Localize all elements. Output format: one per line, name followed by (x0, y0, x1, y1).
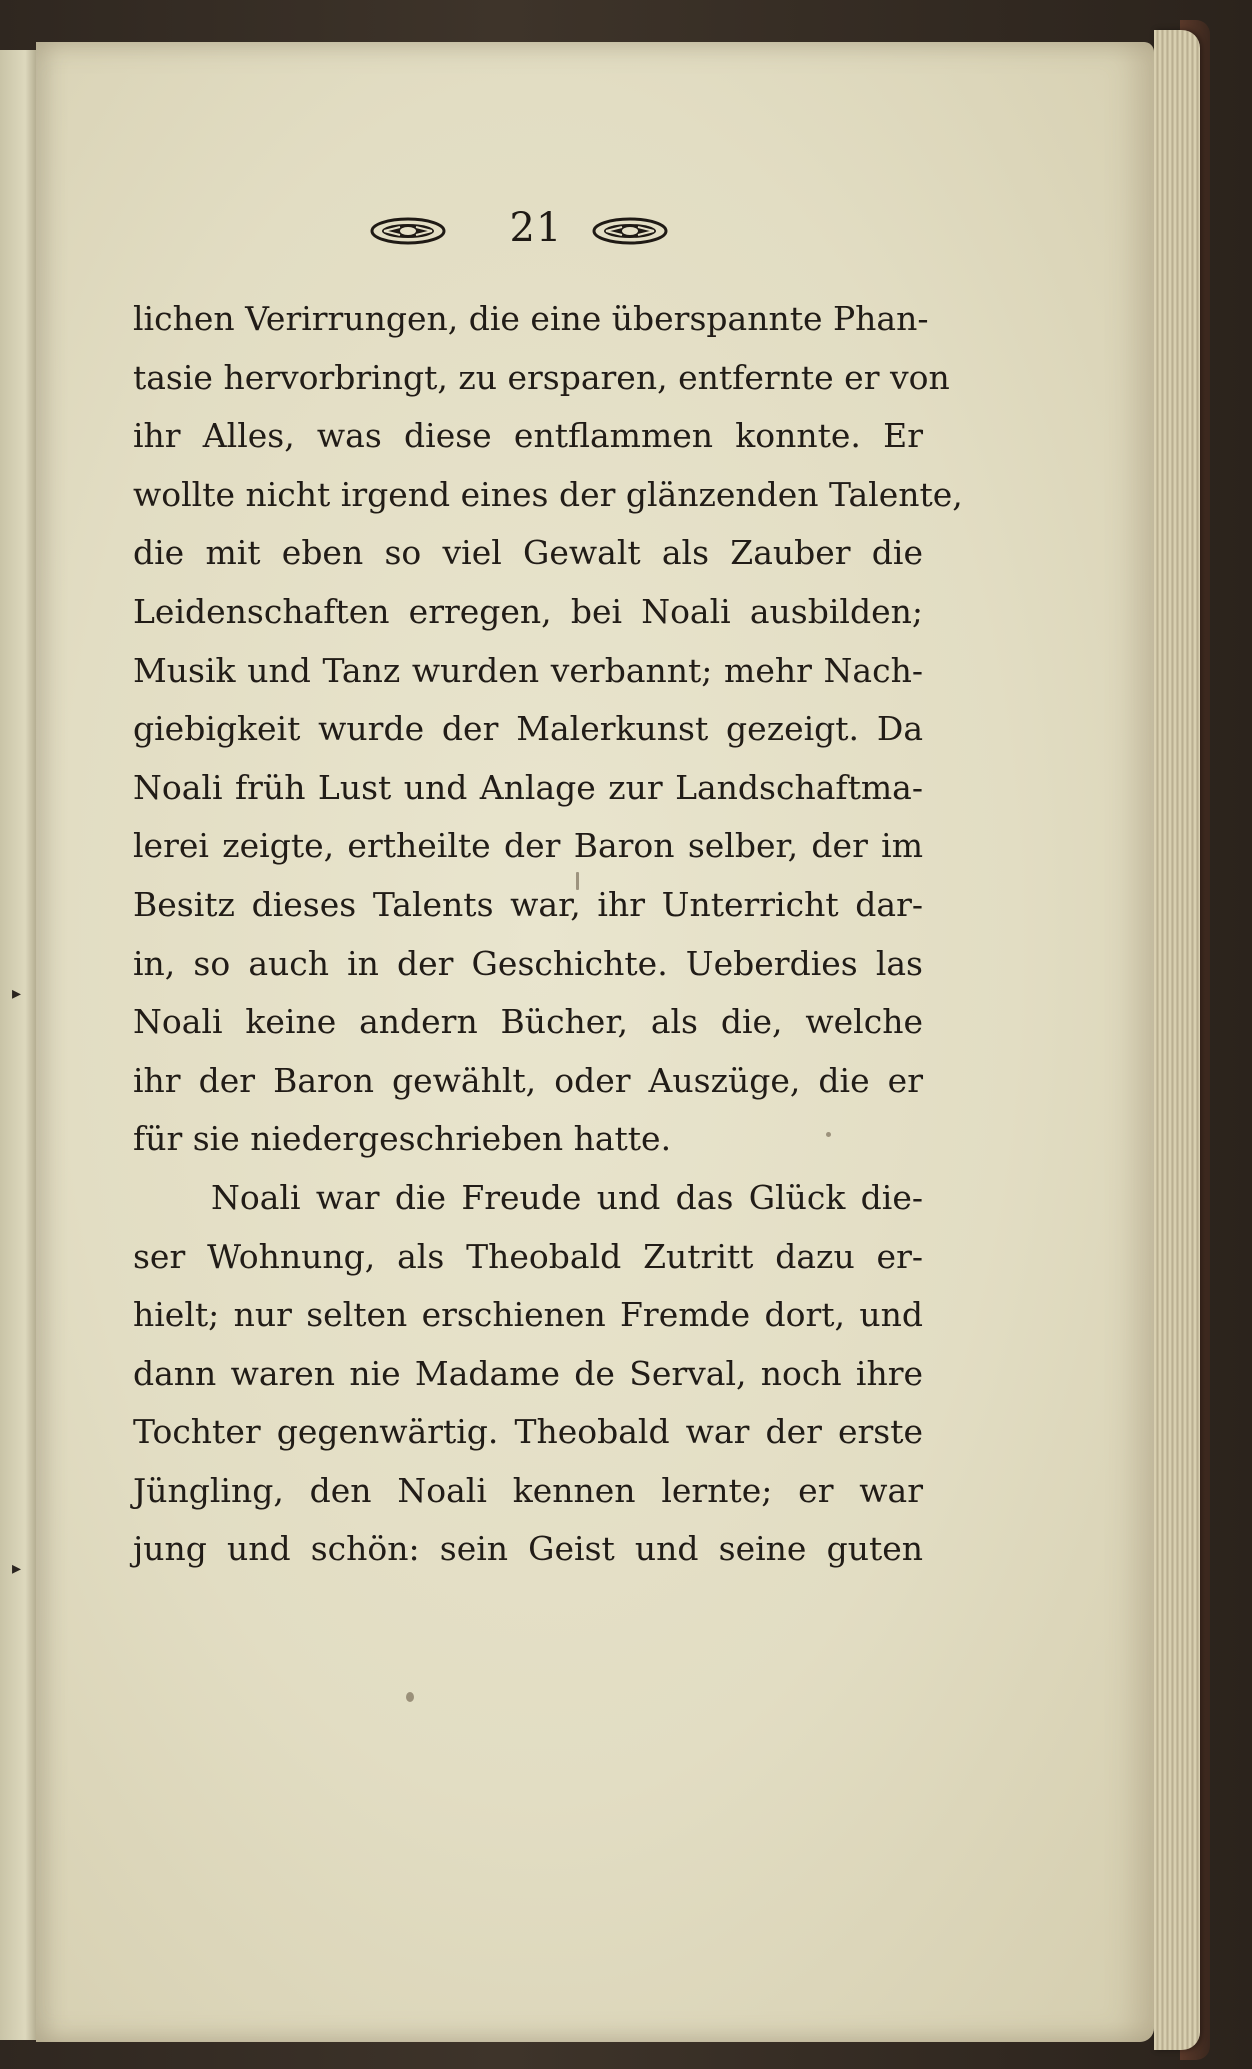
text-line: dann waren nie Madame de Serval, noch ihre (133, 1353, 923, 1393)
text-line: Musik und Tanz wurden verbannt; mehr Nach- (133, 650, 923, 690)
text-line: giebigkeit wurde der Malerkunst gezeigt. Da (133, 709, 923, 749)
text-line: Besitz dieses Talents war, ihr Unterricht dar- (133, 884, 923, 924)
text-line: wollte nicht irgend eines der glänzenden Talente, (133, 474, 963, 514)
paragraph (133, 290, 963, 1169)
ornament-left-icon (370, 217, 446, 245)
text-line: die mit eben so viel Gewalt als Zauber die (133, 533, 923, 573)
text-line: lichen Verirrungen, die eine überspannte Phan- (133, 299, 929, 338)
margin-mark: ▸ (12, 983, 22, 1004)
text-line: lerei zeigte, ertheilte der Baron selber, der im (133, 826, 923, 866)
text-line: in, so auch in der Geschichte. Ueberdies las (133, 943, 923, 983)
text-line: Noali war die Freude und das Glück die- (211, 1177, 923, 1217)
ornament-right-icon (592, 217, 668, 245)
text-line: Jüngling, den Noali kennen lernte; er war (133, 1470, 923, 1510)
previous-page-edge (0, 50, 38, 2040)
page-number: 21 (509, 205, 563, 251)
text-line: Noali keine andern Bücher, als die, welche (133, 1002, 923, 1042)
margin-mark: ▸ (12, 1558, 22, 1579)
paragraph (133, 1169, 923, 1579)
page-fore-edge (1154, 30, 1200, 2050)
text-line: für sie niedergeschrieben hatte. (133, 1119, 672, 1159)
paper-speck (406, 1692, 414, 1702)
text-line: ihr der Baron gewählt, oder Auszüge, die er (133, 1060, 923, 1100)
page-header (370, 205, 690, 265)
text-line: ihr Alles, was diese entflammen konnte. Er (133, 416, 923, 456)
text-line: tasie hervorbringt, zu ersparen, entfernte er von (133, 357, 950, 397)
text-line: Tochter gegenwärtig. Theobald war der erste (133, 1412, 923, 1452)
text-line: ser Wohnung, als Theobald Zutritt dazu er- (133, 1236, 923, 1276)
text-line: Leidenschaften erregen, bei Noali ausbilden; (133, 591, 923, 631)
text-line: jung und schön: sein Geist und seine guten (133, 1529, 923, 1569)
text-line: hielt; nur selten erschienen Fremde dort, und (133, 1295, 923, 1335)
text-line: Noali früh Lust und Anlage zur Landschaftma- (133, 767, 923, 807)
body-text (133, 290, 963, 1579)
